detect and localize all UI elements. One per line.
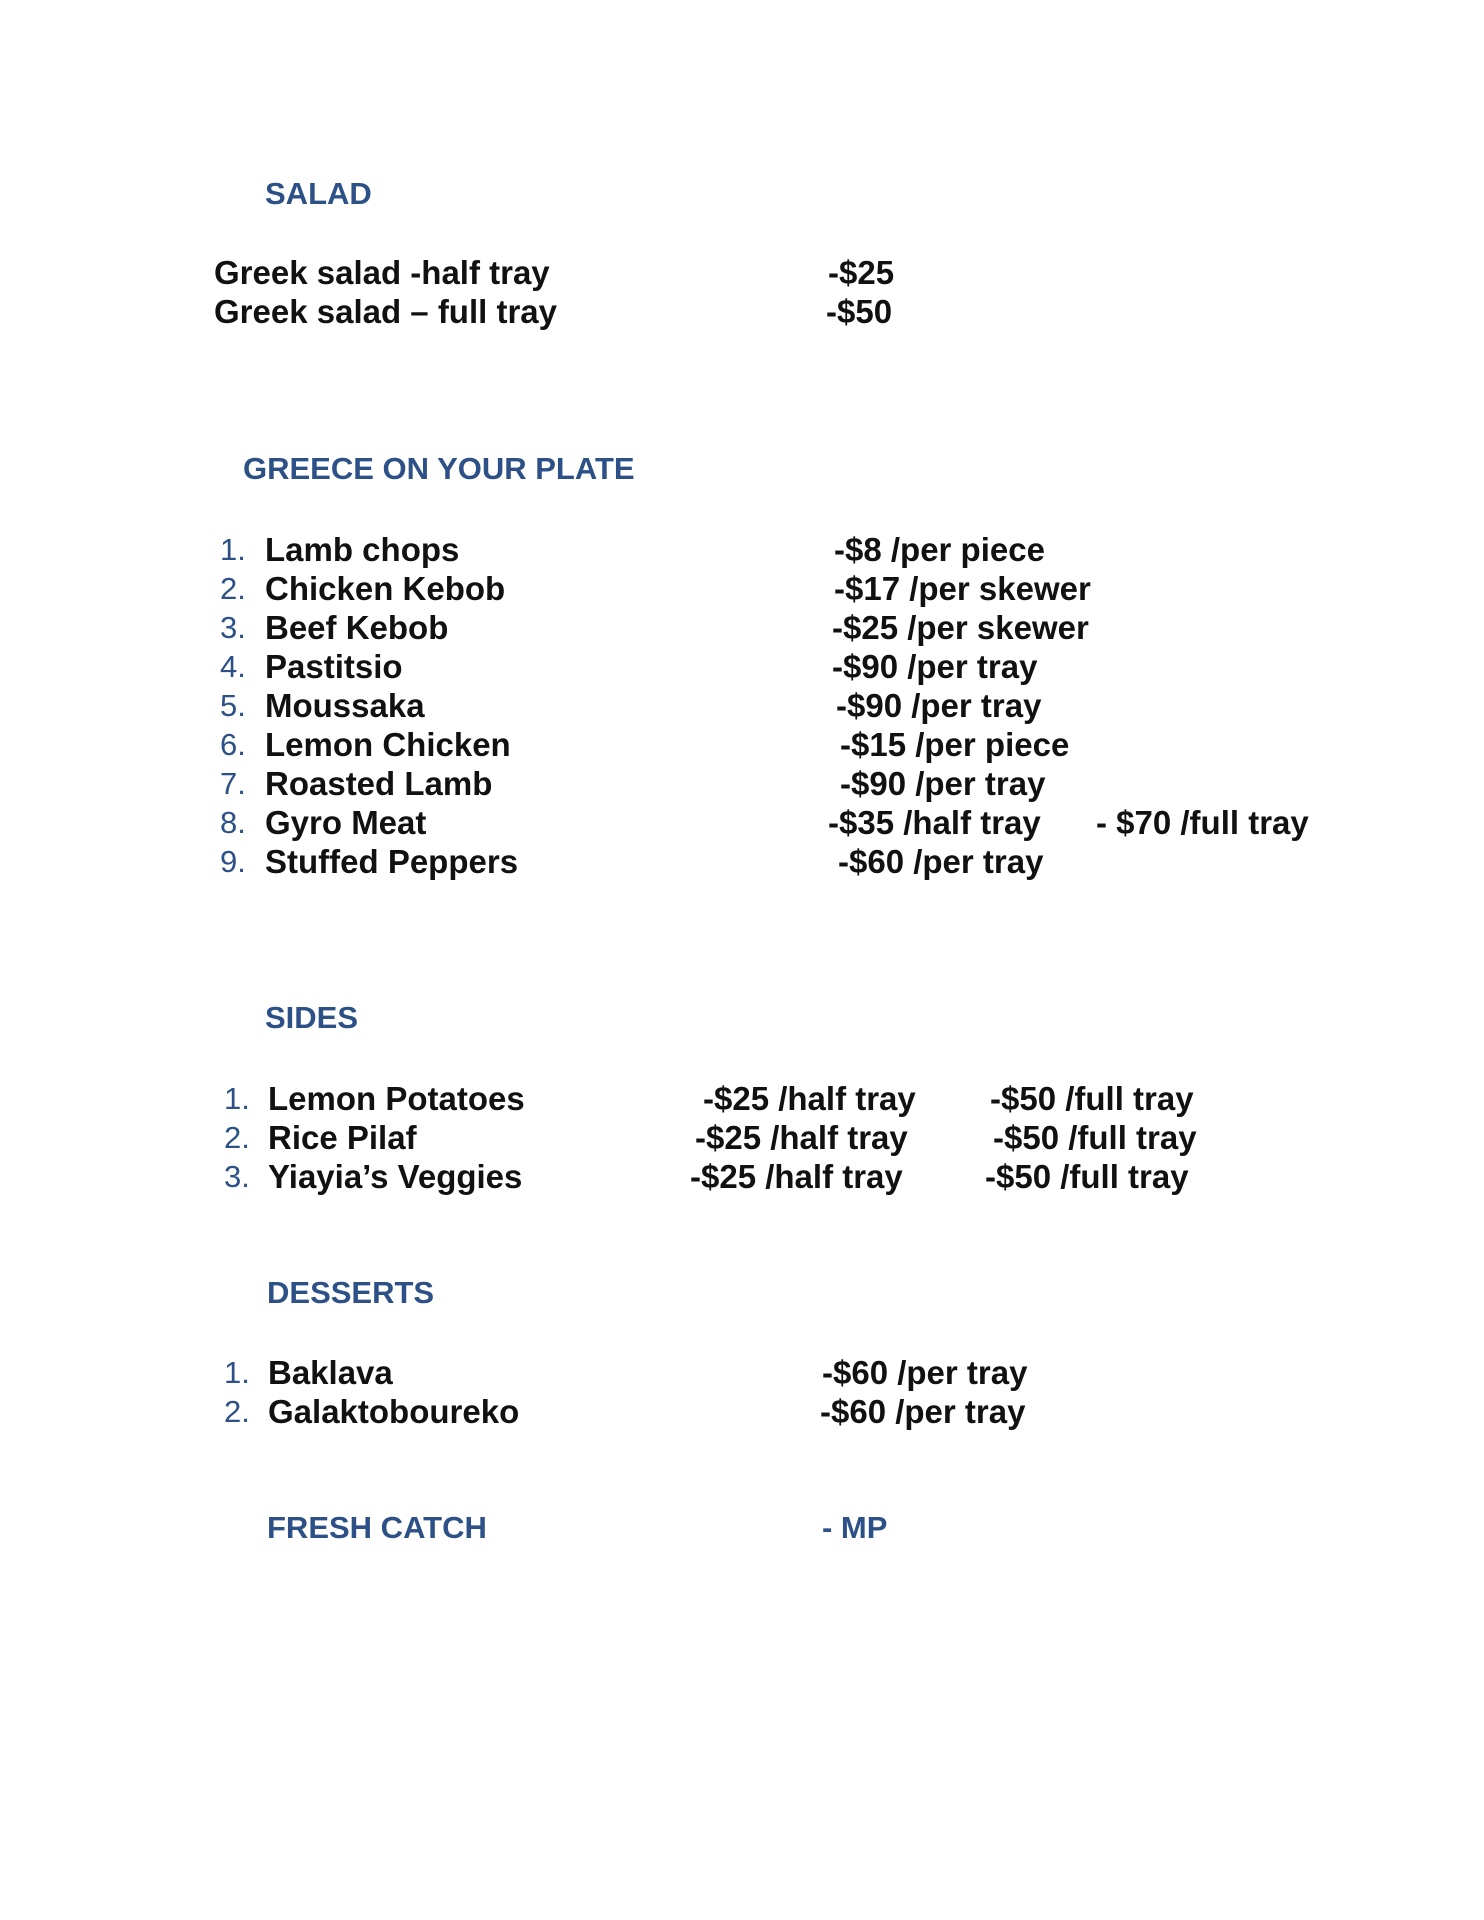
menu-item-price: -$90 /per tray — [840, 765, 1046, 802]
menu-item-price: -$60 /per tray — [820, 1393, 1026, 1430]
list-number: 3. — [224, 1159, 250, 1194]
fresh-catch-price: - MP — [822, 1510, 888, 1545]
greece-heading: GREECE ON YOUR PLATE — [243, 451, 635, 486]
menu-item-name: Stuffed Peppers — [265, 843, 519, 880]
menu-item-price: -$60 /per tray — [822, 1354, 1028, 1391]
menu-item-name: Yiayia’s Veggies — [268, 1158, 523, 1195]
list-number: 5. — [220, 688, 246, 723]
list-number: 1. — [220, 532, 246, 567]
menu-item-name: Greek salad – full tray — [214, 293, 558, 330]
list-number: 4. — [220, 649, 246, 684]
menu-item-price: -$25 /per skewer — [832, 609, 1089, 646]
menu-item-price-full: -$50 /full tray — [993, 1119, 1197, 1156]
menu-item-name: Rice Pilaf — [268, 1119, 417, 1156]
list-number: 6. — [220, 727, 246, 762]
menu-item-name: Roasted Lamb — [265, 765, 493, 802]
list-number: 2. — [224, 1120, 250, 1155]
menu-item-name: Pastitsio — [265, 648, 403, 685]
menu-item-price-full: - $70 /full tray — [1096, 804, 1309, 841]
list-number: 9. — [220, 844, 246, 879]
menu-item-name: Chicken Kebob — [265, 570, 506, 607]
menu-item-price: -$90 /per tray — [832, 648, 1038, 685]
desserts-heading: DESSERTS — [267, 1275, 435, 1310]
list-number: 3. — [220, 610, 246, 645]
menu-item-name: Galaktoboureko — [268, 1393, 520, 1430]
menu-item-name: Moussaka — [265, 687, 425, 724]
fresh-catch-heading: FRESH CATCH — [267, 1510, 487, 1545]
menu-item-price-full: -$50 /full tray — [985, 1158, 1189, 1195]
menu-item-price: -$50 — [826, 293, 893, 330]
menu-item-price-half: -$25 /half tray — [695, 1119, 908, 1156]
list-number: 8. — [220, 805, 246, 840]
list-number: 2. — [224, 1394, 250, 1429]
menu-item-name: Greek salad -half tray — [214, 254, 550, 291]
menu-item-price: -$25 — [828, 254, 895, 291]
menu-item-name: Lemon Potatoes — [268, 1080, 525, 1117]
menu-item-price: -$90 /per tray — [836, 687, 1042, 724]
menu-item-price-half: -$25 /half tray — [690, 1158, 903, 1195]
list-number: 1. — [224, 1081, 250, 1116]
menu-item-price: -$60 /per tray — [838, 843, 1044, 880]
menu-item-name: Lamb chops — [265, 531, 460, 568]
list-number: 1. — [224, 1355, 250, 1390]
list-number: 7. — [220, 766, 246, 801]
menu-item-price: -$8 /per piece — [834, 531, 1045, 568]
menu-item-price: -$35 /half tray — [828, 804, 1041, 841]
salad-heading: SALAD — [265, 176, 372, 211]
menu-item-name: Baklava — [268, 1354, 393, 1391]
menu-item-name: Beef Kebob — [265, 609, 449, 646]
menu-item-price: -$15 /per piece — [840, 726, 1070, 763]
sides-heading: SIDES — [265, 1000, 359, 1035]
menu-item-price: -$17 /per skewer — [834, 570, 1091, 607]
menu-item-name: Lemon Chicken — [265, 726, 511, 763]
menu-item-price-full: -$50 /full tray — [990, 1080, 1194, 1117]
menu-item-name: Gyro Meat — [265, 804, 427, 841]
list-number: 2. — [220, 571, 246, 606]
menu-item-price-half: -$25 /half tray — [703, 1080, 916, 1117]
